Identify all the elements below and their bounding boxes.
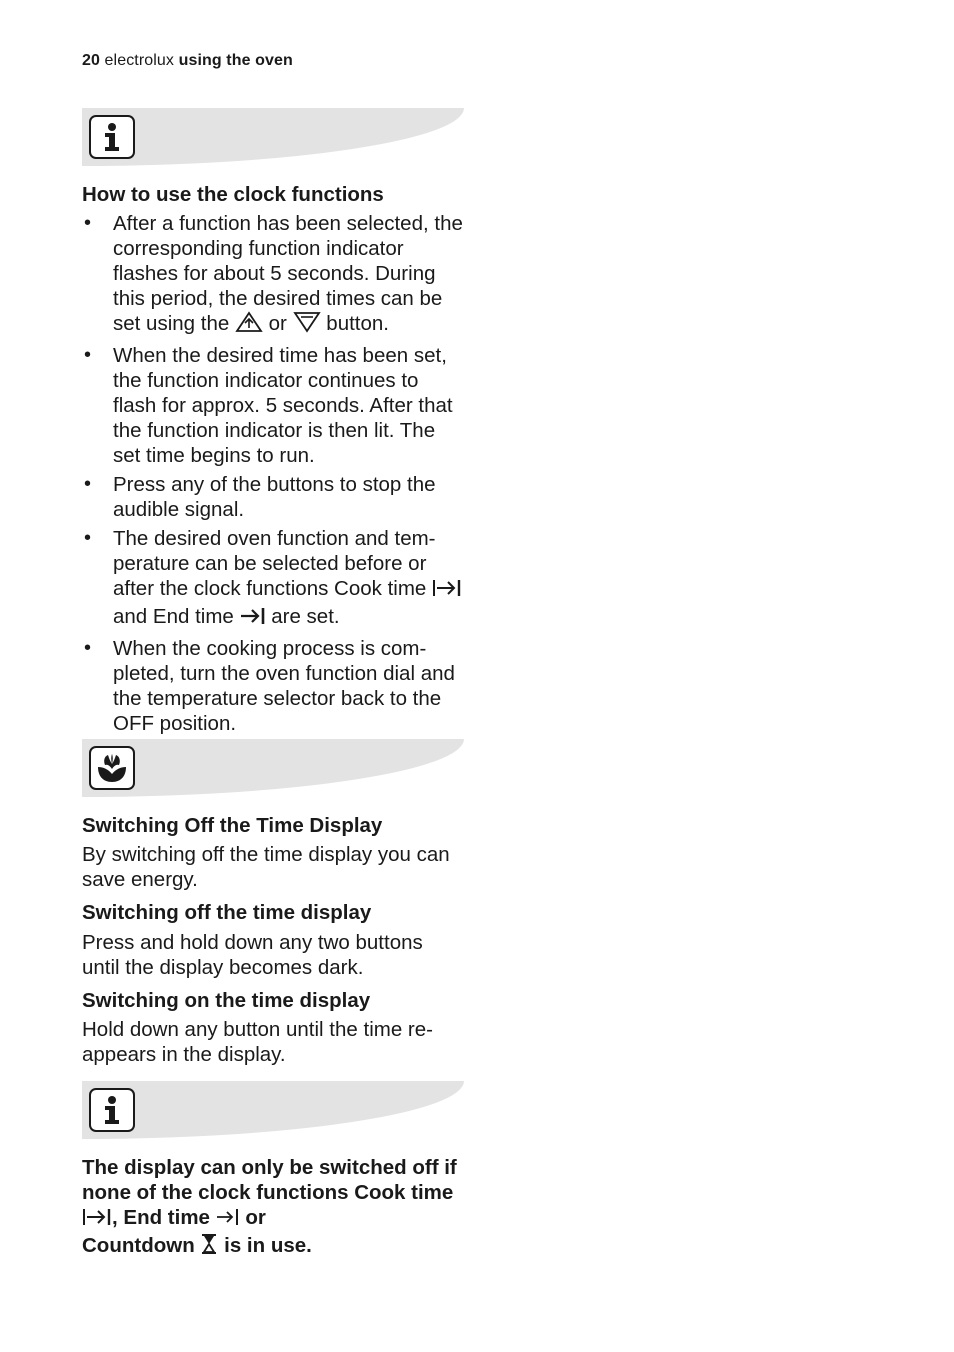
- bullet-dot: •: [84, 527, 92, 549]
- banner-bar: [82, 1081, 464, 1139]
- list-item-text: After a function has been selected, the corresponding function indicator flashes for about 5 seconds. During this period, the desired times can be set using the: [113, 212, 463, 335]
- display-note: [82, 1155, 464, 1261]
- list-item-text: Press any of the buttons to stop the audible signal.: [113, 473, 436, 521]
- countdown-hourglass-icon: [200, 1233, 218, 1261]
- bullet-dot: •: [84, 212, 92, 234]
- list-item-text: button.: [326, 312, 389, 335]
- note-text: The display can only be switched off if none of the clock functions Cook time: [82, 1156, 457, 1204]
- time-display-intro: By switching off the time display you can save energy.: [82, 843, 450, 891]
- cook-time-icon: [82, 1207, 112, 1233]
- end-time-icon: [216, 1207, 240, 1233]
- list-item-text: The desired oven function and tem-perature can be selected before or after the clock functions Cook time: [113, 527, 436, 600]
- eco-banner: [82, 739, 464, 797]
- switch-off-text: Press and hold down any two buttons until the display becomes dark.: [82, 931, 423, 979]
- list-item-text: When the cooking process is com-pleted, turn the oven function dial and the temperature selector back to the OFF position.: [113, 637, 455, 735]
- section-title: using the oven: [178, 52, 293, 69]
- list-item: [82, 636, 464, 736]
- list-item: [82, 211, 464, 339]
- bullet-dot: •: [84, 344, 92, 366]
- display-note-section: [82, 1155, 464, 1261]
- switch-off-heading: Switching off the time display: [82, 901, 372, 924]
- brand-name: electrolux: [104, 52, 175, 69]
- down-arrow-triangle-icon: [293, 311, 321, 339]
- bullet-dot: •: [84, 637, 92, 659]
- clock-functions-list: [82, 211, 464, 736]
- list-item-text: and End time: [113, 605, 234, 628]
- switch-on-heading: Switching on the time display: [82, 989, 371, 1012]
- note-text: is in use.: [224, 1234, 312, 1257]
- page-number: 20: [82, 52, 100, 69]
- time-display-section: [82, 813, 464, 1067]
- note-text: or: [239, 1206, 266, 1229]
- info-banner-1: [82, 108, 464, 166]
- switch-on-text: Hold down any button until the time re-appears in the display.: [82, 1018, 433, 1066]
- clock-functions-section: [82, 182, 464, 740]
- list-item-text: are set.: [271, 605, 340, 628]
- list-item: [82, 343, 464, 468]
- time-display-heading: Switching Off the Time Display: [82, 814, 383, 837]
- info-banner-2: [82, 1081, 464, 1139]
- bullet-dot: •: [84, 473, 92, 495]
- clock-functions-heading: How to use the clock functions: [82, 183, 384, 206]
- note-text: Countdown: [82, 1234, 195, 1257]
- page-header: [82, 52, 293, 70]
- banner-bar: [82, 739, 464, 797]
- note-text: , End time: [112, 1206, 210, 1229]
- list-item-text: or: [268, 312, 287, 335]
- cook-time-icon: [432, 578, 462, 604]
- info-icon: [89, 115, 135, 159]
- up-arrow-triangle-icon: [235, 311, 263, 339]
- list-item: [82, 526, 464, 632]
- list-item: [82, 472, 464, 522]
- info-icon: [89, 1088, 135, 1132]
- list-item-text: When the desired time has been set, the function indicator continues to flash for approx. 5 seconds. After that the function indicator is then lit. The set time begins to run.: [113, 344, 453, 467]
- eco-icon: [89, 746, 135, 790]
- end-time-icon: [240, 606, 266, 632]
- banner-bar: [82, 108, 464, 166]
